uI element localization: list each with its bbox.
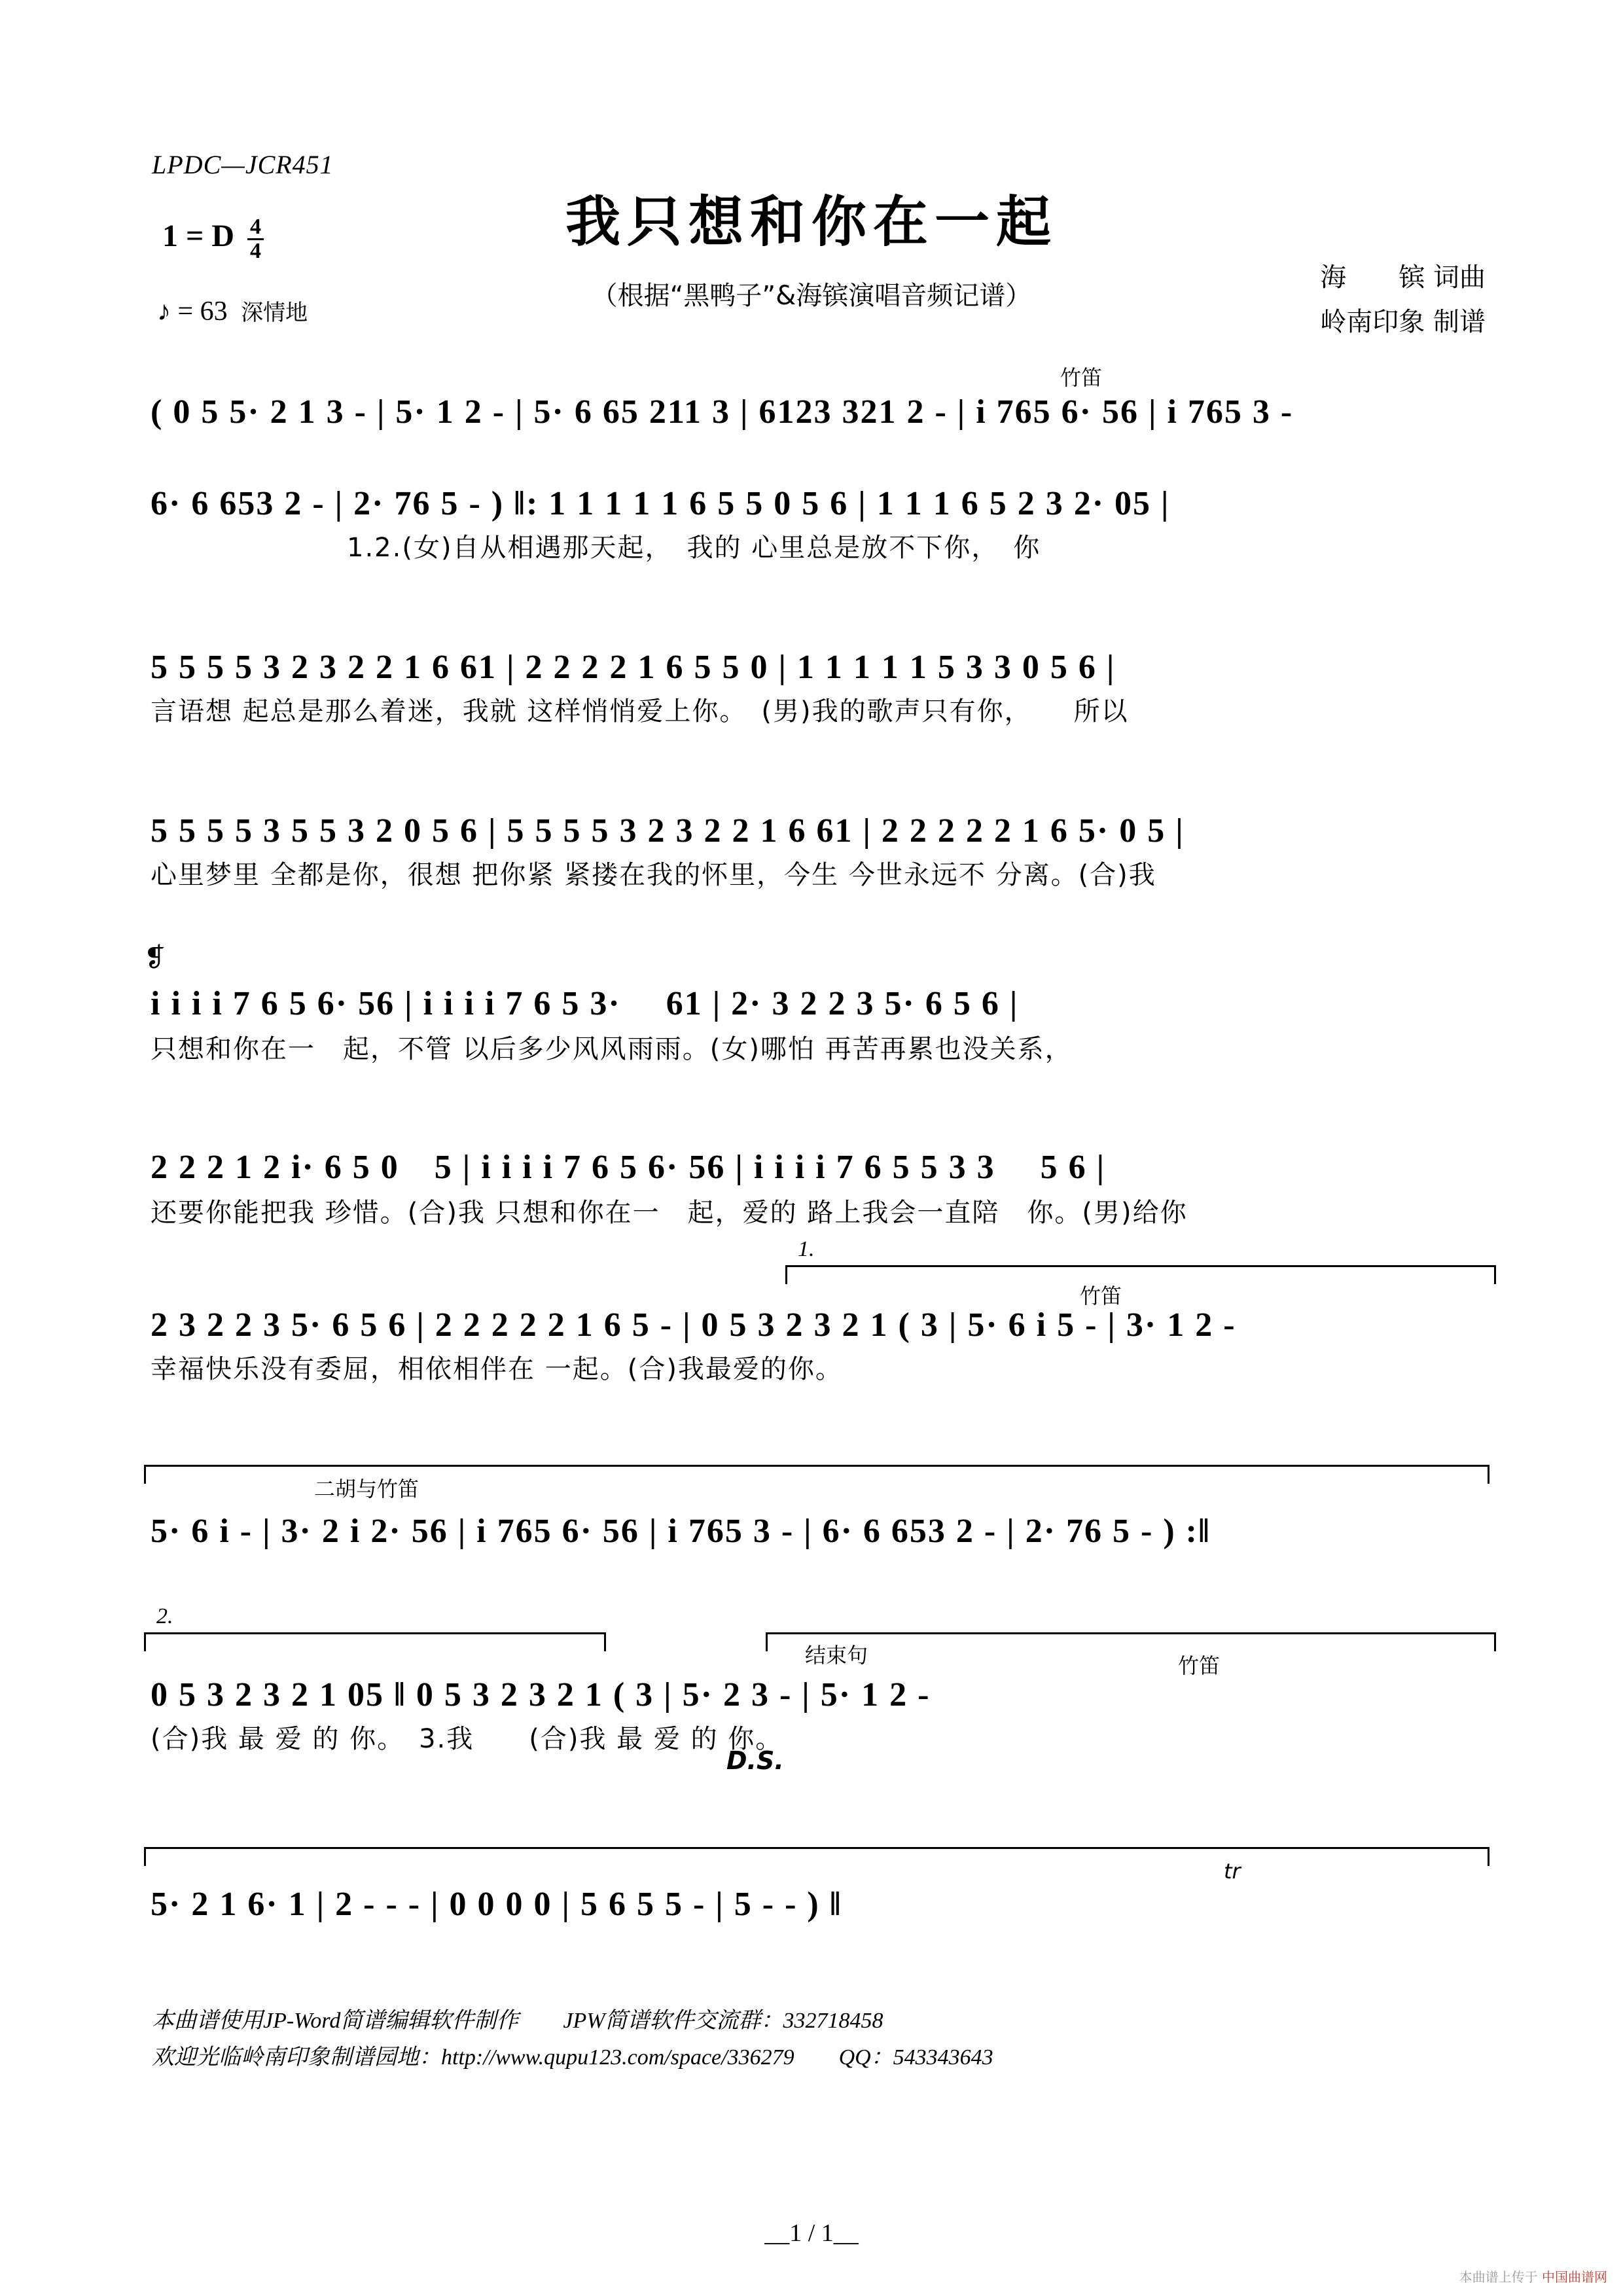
notation-line: 5· 6 i - | 3· 2 i 2· 56 | i 765 6· 56 | i 765 3 - | 6· 6 653 2 - | 2· 76 5 - ) :‖ [151, 1513, 1211, 1550]
instrument-mark-erhu-flute: 二胡与竹笛 [314, 1477, 419, 1501]
footer-line-1: 本曲谱使用JP-Word简谱编辑软件制作 JPW简谱软件交流群：332718458 [152, 2009, 883, 2033]
notation-line: ( 0 5 5· 2 1 3 - | 5· 1 2 - | 5· 6 65 211 3 | 6123 321 2 - | i 765 6· 56 | i 765 3 - [151, 393, 1294, 431]
music-system-3 [151, 648, 1492, 728]
lyric-line: 还要你能把我 珍惜。(合)我 只想和你在一 起，爱的 路上我会一直陪 你。(男)给你 [151, 1198, 1188, 1228]
watermark [1459, 2267, 1607, 2286]
watermark-prefix: 本曲谱上传于 [1459, 2269, 1538, 2285]
instrument-mark-flute: 竹笛 [1178, 1653, 1221, 1678]
credits [1320, 255, 1486, 344]
ending-bracket [766, 1632, 1496, 1651]
trill-marking: tr [1224, 1859, 1241, 1884]
segno-icon: ❡ [144, 942, 166, 973]
ds-marking: D.S. [726, 1746, 784, 1775]
music-system-1 [151, 365, 1492, 431]
music-system-2 [151, 484, 1492, 564]
time-signature [247, 216, 264, 262]
lyric-line: 1.2.(女)自从相遇那天起， 我的 心里总是放不下你， 你 [347, 533, 1041, 563]
footer [152, 2003, 993, 2076]
music-system-7 [151, 1237, 1492, 1386]
key-signature [162, 216, 264, 262]
tempo-marking [157, 295, 308, 327]
lyric-line: 心里梦里 全都是你，很想 把你紧 紧搂在我的怀里，今生 今世永远不 分离。(合)我 [151, 860, 1156, 890]
notation-line: 0 5 3 2 3 2 1 05 ‖ 0 5 3 2 3 2 1 ( 3 | 5· 2 3 - | 5· 1 2 - [151, 1676, 931, 1713]
volta-label: 2. [152, 1604, 177, 1629]
volta-bracket-2 [144, 1604, 606, 1651]
page-title: 我只想和你在一起 [565, 190, 1058, 254]
music-system-8 [151, 1477, 1492, 1551]
lyric-line: 只想和你在一 起，不管 以后多少风风雨雨。(女)哪怕 再苦再累也没关系， [151, 1034, 1073, 1064]
credit-lyrics: 海 镔 词曲 [1320, 262, 1486, 293]
volta-bracket-1 [785, 1237, 1496, 1284]
music-system-4 [151, 812, 1492, 891]
credit-arranger: 岭南印象 制谱 [1320, 307, 1486, 337]
watermark-site: 中国曲谱网 [1542, 2269, 1607, 2285]
subtitle: （根据“黑鸭子”&海镔演唱音频记谱） [591, 281, 1032, 311]
instrument-mark-flute: 竹笛 [1060, 365, 1103, 390]
music-system-6 [151, 1139, 1492, 1229]
notation-line: i i i i 7 6 5 6· 56 | i i i i 7 6 5 3· 61 | 2· 3 2 2 3 5· 6 5 6 | [151, 985, 1019, 1022]
page-number: __1 / 1__ [764, 2219, 859, 2247]
notation-line: 2 2 2 1 2 i· 6 5 0 5 | i i i i 7 6 5 6· 56 | i i i i 7 6 5 5 3 3 5 6 | [151, 1149, 1106, 1186]
lyric-line: (合)我 最 爱 的 你。 3.我 (合)我 最 爱 的 你。 [151, 1724, 783, 1754]
key-label: 1 = D [162, 219, 235, 253]
meter-denominator: 4 [250, 239, 262, 263]
music-system-5 [144, 942, 1492, 1066]
ending-phrase-label: 结束句 [805, 1643, 868, 1668]
notation-line: 5· 2 1 6· 1 | 2 - - - | 0 0 0 0 | 5 6 5 5 - | 5 - - ) ‖ [151, 1886, 842, 1923]
lyric-line: 幸福快乐没有委屈，相依相伴在 一起。(合)我最爱的你。 [151, 1354, 843, 1384]
notation-line: 6· 6 653 2 - | 2· 76 5 - ) ‖: 1 1 1 1 1 6 5 5 0 5 6 | 1 1 1 6 5 2 3 2· 05 | [151, 485, 1170, 522]
music-system-10 [151, 1859, 1492, 1924]
instrument-mark-flute: 竹笛 [1080, 1283, 1122, 1308]
notation-line: 5 5 5 5 3 5 5 3 2 0 5 6 | 5 5 5 5 3 2 3 2 2 1 6 61 | 2 2 2 2 2 1 6 5· 0 5 | [151, 812, 1185, 850]
final-bracket [144, 1847, 1489, 1866]
volta-label: 1. [794, 1237, 819, 1262]
footer-line-2: 欢迎光临岭南印象制谱园地：http://www.qupu123.com/space/336279 QQ：543343643 [152, 2045, 993, 2070]
tempo-value: ♪ = 63 [157, 296, 228, 327]
lyric-line: 言语想 起总是那么着迷，我就 这样悄悄爱上你。 (男)我的歌声只有你， 所以 [151, 696, 1129, 726]
meter-numerator: 4 [247, 216, 264, 240]
music-system-9 [151, 1604, 1492, 1775]
document-code: LPDC—JCR451 [152, 150, 334, 179]
expression-marking: 深情地 [241, 300, 308, 326]
notation-line: 2 3 2 2 3 5· 6 5 6 | 2 2 2 2 2 1 6 5 - | 0 5 3 2 3 2 1 ( 3 | 5· 6 i 5 - | 3· 1 2 - [151, 1306, 1236, 1344]
notation-line: 5 5 5 5 3 2 3 2 2 1 6 61 | 2 2 2 2 1 6 5 5 0 | 1 1 1 1 1 5 3 3 0 5 6 | [151, 649, 1116, 686]
